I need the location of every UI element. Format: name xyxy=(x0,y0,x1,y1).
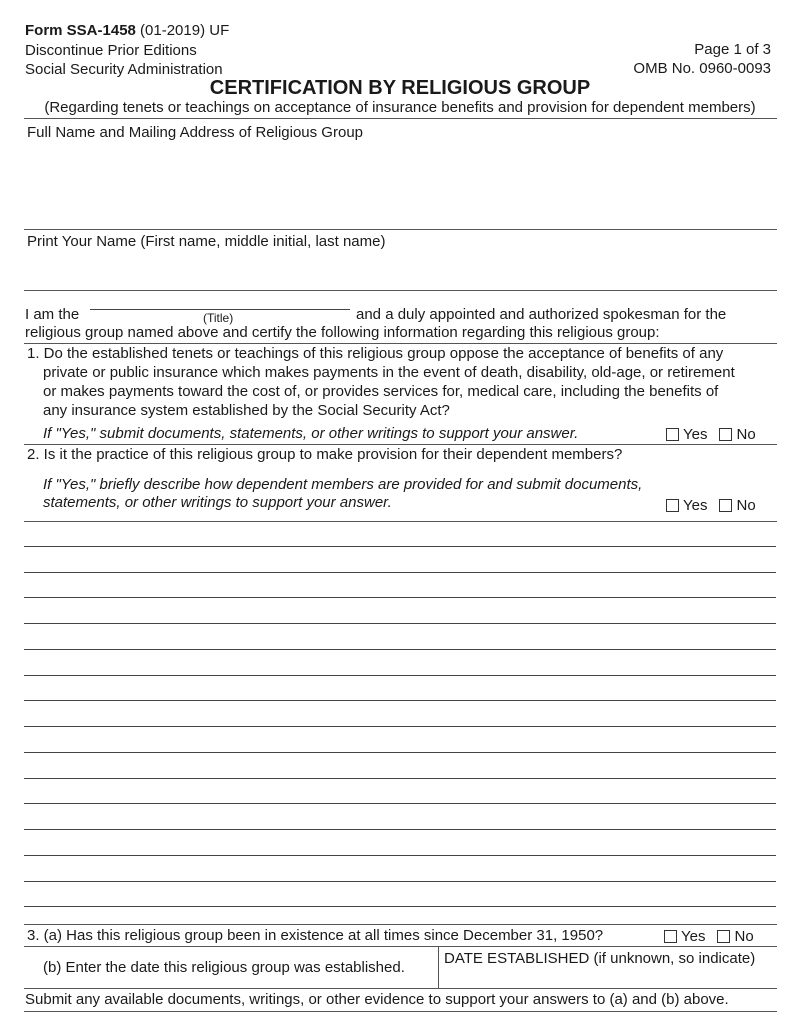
iam-suffix: and a duly appointed and authorized spokesman for the xyxy=(356,306,727,323)
omb-number: OMB No. 0960-0093 xyxy=(633,60,771,77)
answer-line xyxy=(24,855,776,856)
q1-yes-label: Yes xyxy=(683,426,708,443)
q1-line-1: 1. Do the established tenets or teachings of this religious group oppose the acceptance of benefits of any xyxy=(27,345,724,362)
page-number: Page 1 of 3 xyxy=(694,41,771,58)
answer-line xyxy=(24,752,776,753)
answer-line xyxy=(24,572,776,573)
form-id xyxy=(25,22,229,39)
answer-line xyxy=(24,803,776,804)
divider xyxy=(24,924,777,925)
q2-no-label: No xyxy=(736,497,756,514)
divider xyxy=(24,444,777,445)
q2-instruction-2: statements, or other writings to support your answer. xyxy=(43,494,392,511)
agency-name: Social Security Administration xyxy=(25,61,223,78)
divider xyxy=(24,229,777,230)
q1-line-3: or makes payments toward the cost of, or provides services for, medical care, including the benefits of xyxy=(43,383,719,400)
form-subtitle: (Regarding tenets or teachings on acceptance of insurance benefits and provision for dependent members) xyxy=(44,99,756,116)
divider xyxy=(24,1011,777,1012)
answer-line xyxy=(24,675,776,676)
q1-instruction: If "Yes," submit documents, statements, or other writings to support your answer. xyxy=(43,425,579,442)
group-name-address-field[interactable] xyxy=(24,144,776,228)
form-number: Form SSA-1458 xyxy=(25,22,136,39)
q3a-text: 3. (a) Has this religious group been in existence at all times since December 31, 1950? xyxy=(27,927,604,944)
answer-line xyxy=(24,700,776,701)
divider xyxy=(24,118,777,119)
q2-description-area[interactable] xyxy=(24,526,776,920)
q2-text: 2. Is it the practice of this religious group to make provision for their dependent members? xyxy=(27,446,623,463)
q2-instruction-1: If "Yes," briefly describe how dependent members are provided for and submit documents, xyxy=(43,476,643,493)
answer-line xyxy=(24,649,776,650)
print-name-label: Print Your Name (First name, middle initial, last name) xyxy=(27,233,386,250)
date-established-label: DATE ESTABLISHED (if unknown, so indicate) xyxy=(444,950,756,967)
q2-no-checkbox[interactable] xyxy=(719,499,732,512)
q1-no-checkbox[interactable] xyxy=(719,428,732,441)
title-field[interactable] xyxy=(90,299,350,310)
q1-yes-checkbox[interactable] xyxy=(666,428,679,441)
answer-line xyxy=(24,881,776,882)
answer-line xyxy=(24,597,776,598)
answer-line xyxy=(24,623,776,624)
q2-yes-checkbox[interactable] xyxy=(666,499,679,512)
answer-line xyxy=(24,829,776,830)
q2-yes-label: Yes xyxy=(683,497,708,514)
q3a-yes-label: Yes xyxy=(681,928,706,945)
iam-line2: religious group named above and certify the following information regarding this religious group: xyxy=(25,324,660,341)
answer-line xyxy=(24,778,776,779)
q2-answer xyxy=(666,497,756,514)
answer-line xyxy=(24,546,776,547)
q3a-no-checkbox[interactable] xyxy=(717,930,730,943)
title-caption: (Title) xyxy=(203,311,234,325)
group-name-label: Full Name and Mailing Address of Religious Group xyxy=(27,124,363,141)
form-revision: (01-2019) UF xyxy=(135,22,230,39)
q1-answer xyxy=(666,426,756,443)
q3b-text: (b) Enter the date this religious group was established. xyxy=(43,959,405,976)
q1-no-label: No xyxy=(736,426,756,443)
divider xyxy=(24,521,777,522)
answer-line xyxy=(24,726,776,727)
iam-prefix: I am the xyxy=(25,306,80,323)
print-name-field[interactable] xyxy=(24,253,776,289)
discontinue-note: Discontinue Prior Editions xyxy=(25,42,197,59)
q3a-answer xyxy=(664,928,754,945)
footer-instruction: Submit any available documents, writings, or other evidence to support your answers to (a) and (b) above. xyxy=(25,991,729,1008)
q3a-yes-checkbox[interactable] xyxy=(664,930,677,943)
q3a-no-label: No xyxy=(734,928,754,945)
q1-line-4: any insurance system established by the Social Security Act? xyxy=(43,402,450,419)
divider xyxy=(24,290,777,291)
form-title: CERTIFICATION BY RELIGIOUS GROUP xyxy=(209,77,591,99)
q1-line-2: private or public insurance which makes payments in the event of death, disability, old-age, or retirement xyxy=(43,364,735,381)
divider xyxy=(24,988,777,989)
divider xyxy=(24,343,777,344)
answer-line xyxy=(24,906,776,907)
